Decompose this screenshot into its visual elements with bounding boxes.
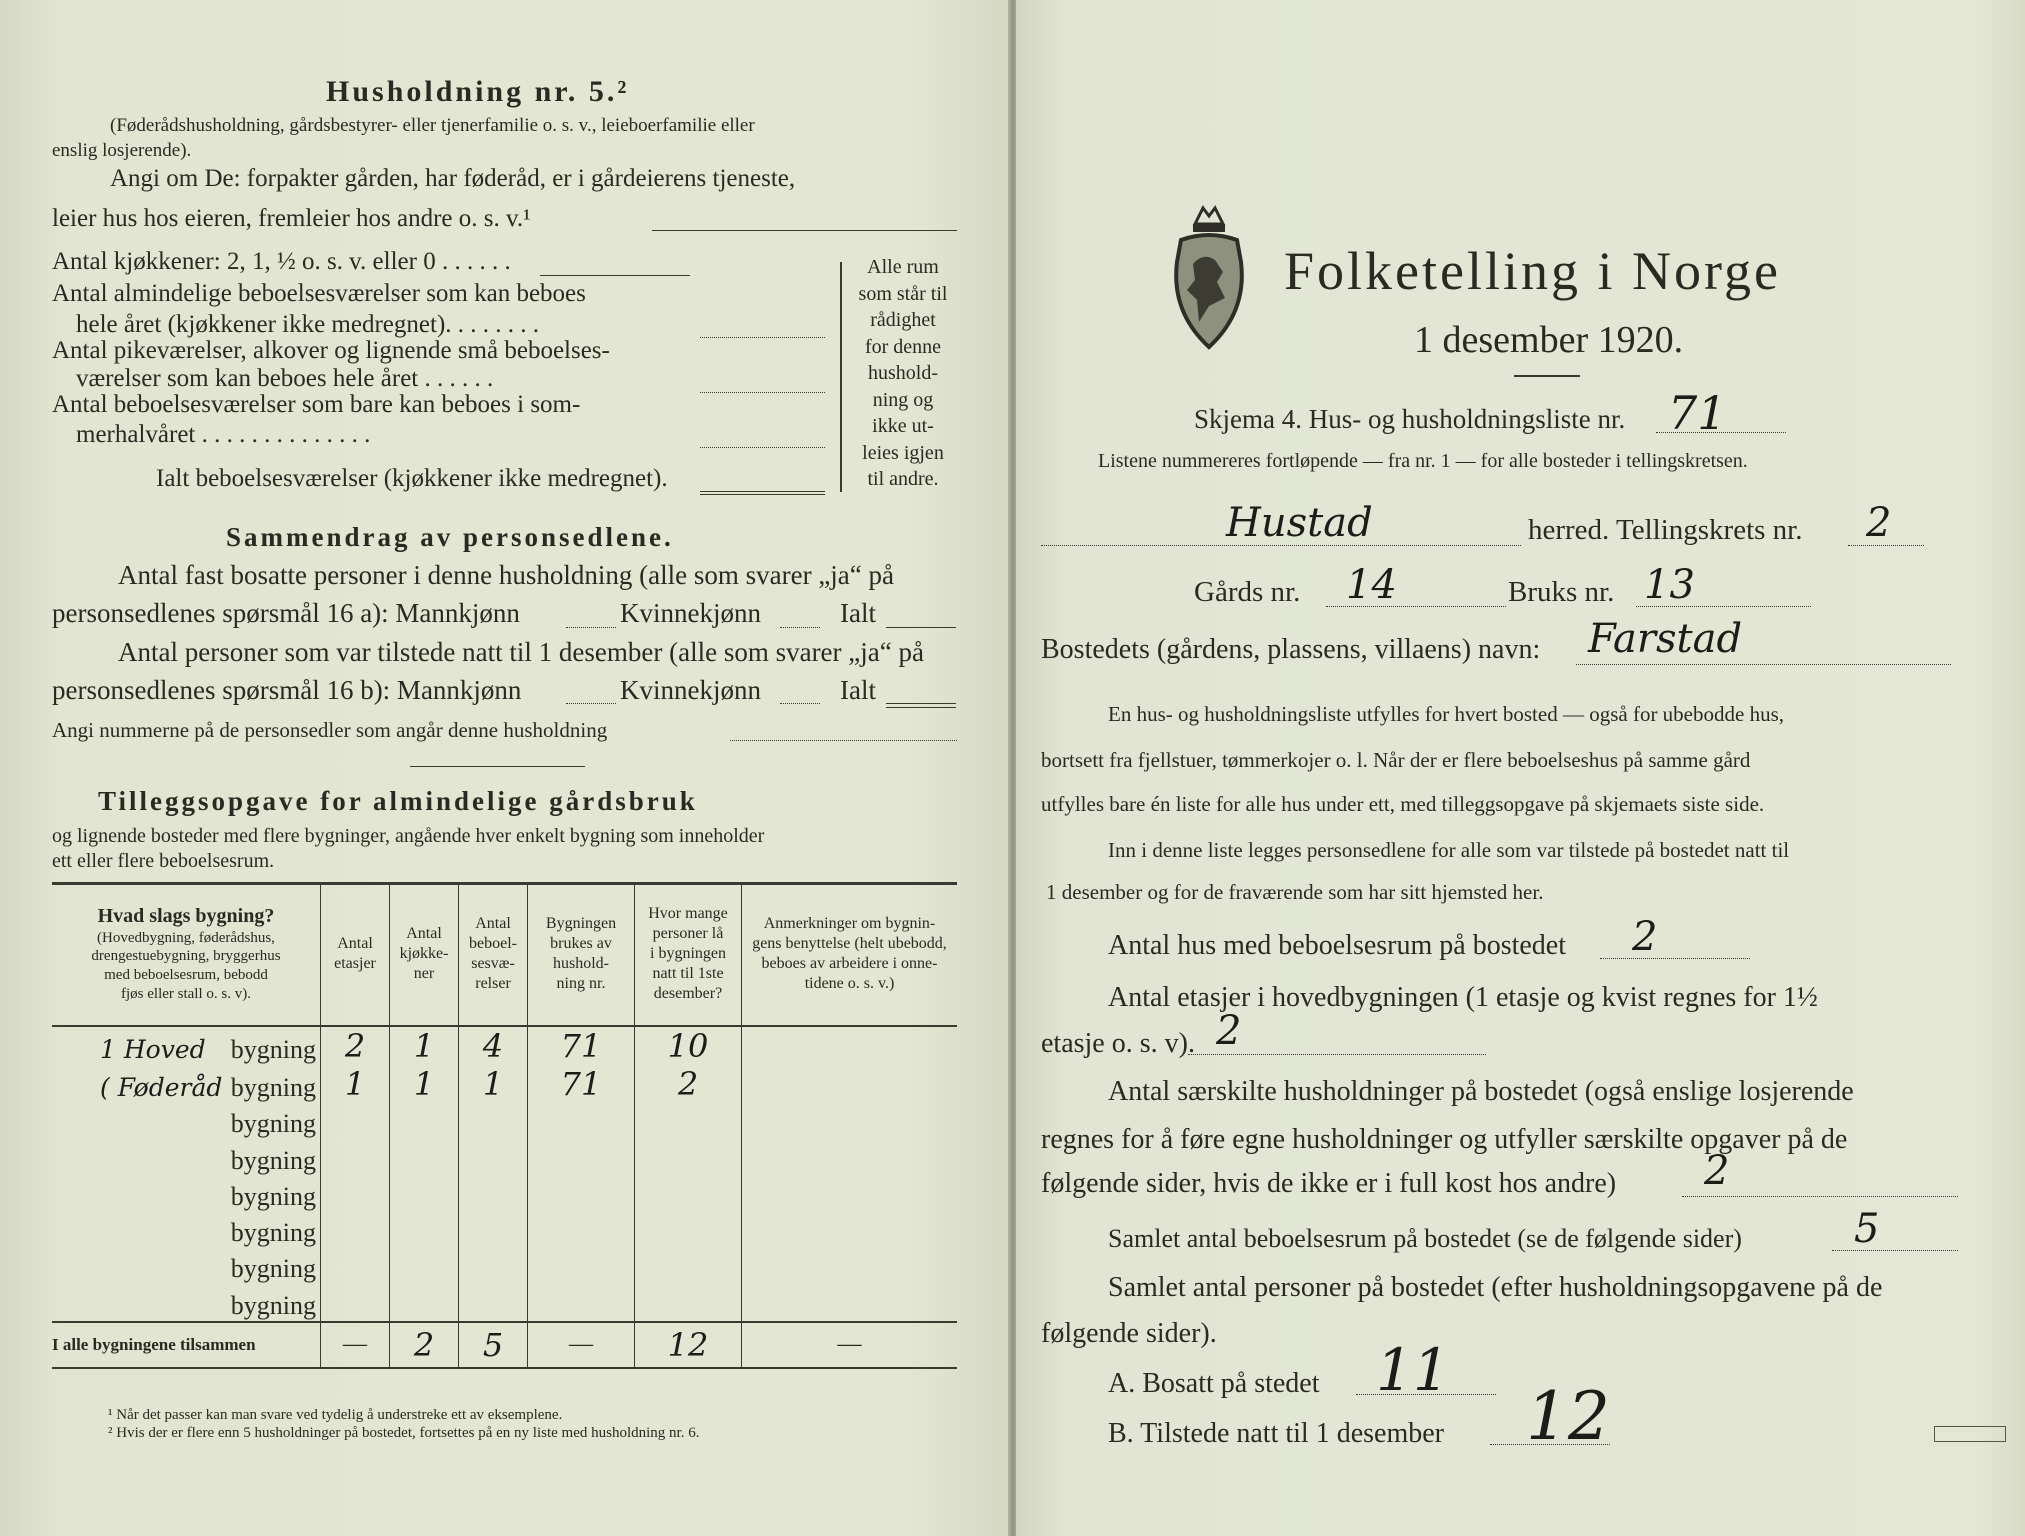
q-bosatt-value: 11 <box>1376 1336 1450 1404</box>
printer-stamp <box>1934 1426 2006 1442</box>
table-row: 1 Hoved bygning 2 1 4 71 10 <box>52 1026 957 1065</box>
q-tilstede: B. Tilstede natt til 1 desember <box>1108 1418 1444 1449</box>
table-row: ( Føderåd bygning 1 1 1 71 2 <box>52 1065 957 1103</box>
bruks-label: Bruks nr. <box>1508 576 1615 608</box>
gards-value: 14 <box>1346 562 1397 608</box>
q-pikevaerelser-1: Antal pikeværelser, alkover og lignende små beboelses- <box>52 337 610 364</box>
q-bosatt: A. Bosatt på stedet <box>1108 1368 1320 1399</box>
table-row: bygning <box>52 1212 957 1248</box>
sammendrag-1-ialt: Ialt <box>840 598 876 628</box>
q-kjokkener: Antal kjøkkener: 2, 1, ½ o. s. v. eller 0 . . . . . . <box>52 248 511 275</box>
col-header-personer: Hvor mange personer lå i bygningen natt til 1ste desember? <box>635 882 742 1026</box>
q-ialt-vaerelser: Ialt beboelsesværelser (kjøkkener ikke medregnet). <box>156 465 668 492</box>
left-page <box>0 0 1010 1536</box>
q-hush-3: følgende sider, hvis de ikke er i full kost hos andre) <box>1041 1168 1617 1199</box>
q-pers-2: følgende sider). <box>1041 1318 1217 1349</box>
para2-line1: Inn i denne liste legges personsedlene for alle som var tilstede på bostedet natt til <box>1108 838 1790 862</box>
sammendrag-title: Sammendrag av personsedlene. <box>226 522 674 552</box>
col-header-hushold: Bygningen brukes av hushold- ning nr. <box>528 882 635 1026</box>
para1-line1: En hus- og husholdningsliste utfylles for hvert bosted — også for ubebodde hus, <box>1108 702 1784 726</box>
skjema-label: Skjema 4. Hus- og husholdningsliste nr. <box>1194 404 1626 434</box>
angi-nummerne: Angi nummerne på de personsedler som angår denne husholdning <box>52 718 608 742</box>
angi-line-1: Angi om De: forpakter gården, har føderåd, er i gårdeierens tjeneste, <box>110 165 796 192</box>
q-tilstede-value: 12 <box>1526 1378 1610 1455</box>
q-sommer-2: merhalvåret . . . . . . . . . . . . . . <box>76 421 371 448</box>
q-hush-value: 2 <box>1704 1148 1730 1194</box>
col-header-type: Hvad slags bygning? (Hovedbygning, føderådshus, drengestuebygning, bryggerhus med beboelsesrum, bebodd fjøs eller stall o. s. v). <box>52 882 321 1026</box>
q-rum: Samlet antal beboelsesrum på bostedet (se de følgende sider) <box>1108 1224 1742 1253</box>
bostedets-label: Bostedets (gårdens, plassens, villaens) navn: <box>1041 634 1541 665</box>
q-almindelige-2: hele året (kjøkkener ikke medregnet). . . . . . . . <box>76 311 540 338</box>
table-row: bygning <box>52 1176 957 1212</box>
tillegg-title: Tilleggsopgave for almindelige gårdsbruk <box>98 786 698 816</box>
table-row: bygning <box>52 1103 957 1139</box>
col-header-etasjer: Antal etasjer <box>321 882 390 1026</box>
q-etasjer-1: Antal etasjer i hovedbygningen (1 etasje og kvist regnes for 1½ <box>1108 982 1818 1013</box>
bruks-value: 13 <box>1644 562 1695 608</box>
q-almindelige-1: Antal almindelige beboelsesværelser som kan beboes <box>52 280 586 307</box>
tillegg-text-1: og lignende bosteder med flere bygninger, angående hver enkelt bygning som inneholder <box>52 825 765 847</box>
para1-line3: utfylles bare én liste for alle hus under ett, med tilleggsopgave på skjemaets siste side. <box>1041 792 1765 816</box>
q-etasjer-2: etasje o. s. v). <box>1041 1028 1195 1059</box>
footnote-2: ² Hvis der er flere enn 5 husholdninger på bostedet, fortsettes på en ny liste med husholdning nr. 6. <box>108 1425 700 1441</box>
sammendrag-2b: personsedlenes spørsmål 16 b): Mannkjønn <box>52 675 522 705</box>
table-header-row <box>52 882 957 1026</box>
right-page <box>1016 0 2025 1536</box>
para1-line2: bortsett fra fjellstuer, tømmerkojer o. l. Når der er flere beboelseshus på samme gård <box>1041 748 1751 772</box>
census-date: 1 desember 1920. <box>1414 319 1684 361</box>
q-pikevaerelser-2: værelser som kan beboes hele året . . . . . . <box>76 365 494 392</box>
sammendrag-2-ialt: Ialt <box>840 675 876 705</box>
sammendrag-1-kvinne: Kvinnekjønn <box>620 598 761 628</box>
bostedets-value: Farstad <box>1588 616 1743 662</box>
sammendrag-2-kvinne: Kvinnekjønn <box>620 675 761 705</box>
household-intro-1: (Føderådshusholdning, gårdsbestyrer- eller tjenerfamilie o. s. v., leieboerfamilie eller <box>110 115 755 136</box>
main-title: Folketelling i Norge <box>1284 241 1781 301</box>
para2-line2: 1 desember og for de fraværende som har sitt hjemsted her. <box>1046 880 1544 904</box>
footnote-1: ¹ Når det passer kan man svare ved tydelig å understreke ett av eksemplene. <box>108 1407 563 1423</box>
angi-line-2: leier hus hos eieren, fremleier hos andre o. s. v.¹ <box>52 205 531 232</box>
q-sommer-1: Antal beboelsesværelser som bare kan beboes i som- <box>52 391 581 418</box>
household-title: Husholdning nr. 5.² <box>326 75 630 108</box>
side-note-brace <box>840 262 842 492</box>
col-header-kjokkener: Antal kjøkke- ner <box>390 882 459 1026</box>
side-note: Alle rum som står til rådighet for denne hushold- ning og ikke ut- leies igjen til andre. <box>858 256 948 490</box>
herred-value: Hustad <box>1226 500 1373 546</box>
tellingskrets-value: 2 <box>1866 500 1892 546</box>
table-total-row: I alle bygningene tilsammen — 2 5 — 12 — <box>52 1322 957 1368</box>
col-header-anm: Anmerkninger om bygnin- gens benyttelse (helt ubebodd, beboes av arbeidere i onne- tidene o. s. v.) <box>742 882 958 1026</box>
q-hush-2: regnes for å føre egne husholdninger og utfyller særskilte opgaver på de <box>1041 1124 1848 1155</box>
herred-label: herred. Tellingskrets nr. <box>1528 514 1803 546</box>
tillegg-text-2: ett eller flere beboelsesrum. <box>52 850 275 872</box>
sammendrag-2a: Antal personer som var tilstede natt til 1 desember (alle som svarer „ja“ på <box>118 637 924 667</box>
table-row: bygning <box>52 1284 957 1321</box>
gards-label: Gårds nr. <box>1194 576 1301 608</box>
col-header-vaerelser: Antal beboel- sesvæ- relser <box>459 882 528 1026</box>
sammendrag-1a: Antal fast bosatte personer i denne husholdning (alle som svarer „ja“ på <box>118 560 894 590</box>
q-hus: Antal hus med beboelsesrum på bostedet <box>1108 930 1567 961</box>
listene-note: Listene nummereres fortløpende — fra nr. 1 — for alle bosteder i tellingskretsen. <box>1098 450 1748 472</box>
buildings-table <box>52 882 957 1369</box>
q-etasjer-value: 2 <box>1216 1008 1242 1054</box>
table-row: bygning <box>52 1139 957 1175</box>
sammendrag-1b: personsedlenes spørsmål 16 a): Mannkjønn <box>52 598 520 628</box>
q-rum-value: 5 <box>1854 1206 1880 1252</box>
q-hush-1: Antal særskilte husholdninger på bostedet (også enslige losjerende <box>1108 1076 1854 1107</box>
household-intro-2: enslig losjerende). <box>52 140 192 161</box>
table-row: bygning <box>52 1248 957 1284</box>
q-pers-1: Samlet antal personer på bostedet (efter husholdningsopgavene på de <box>1108 1272 1883 1303</box>
q-hus-value: 2 <box>1632 914 1658 960</box>
coat-of-arms-icon <box>1163 202 1255 352</box>
skjema-nr-value: 71 <box>1668 386 1727 440</box>
